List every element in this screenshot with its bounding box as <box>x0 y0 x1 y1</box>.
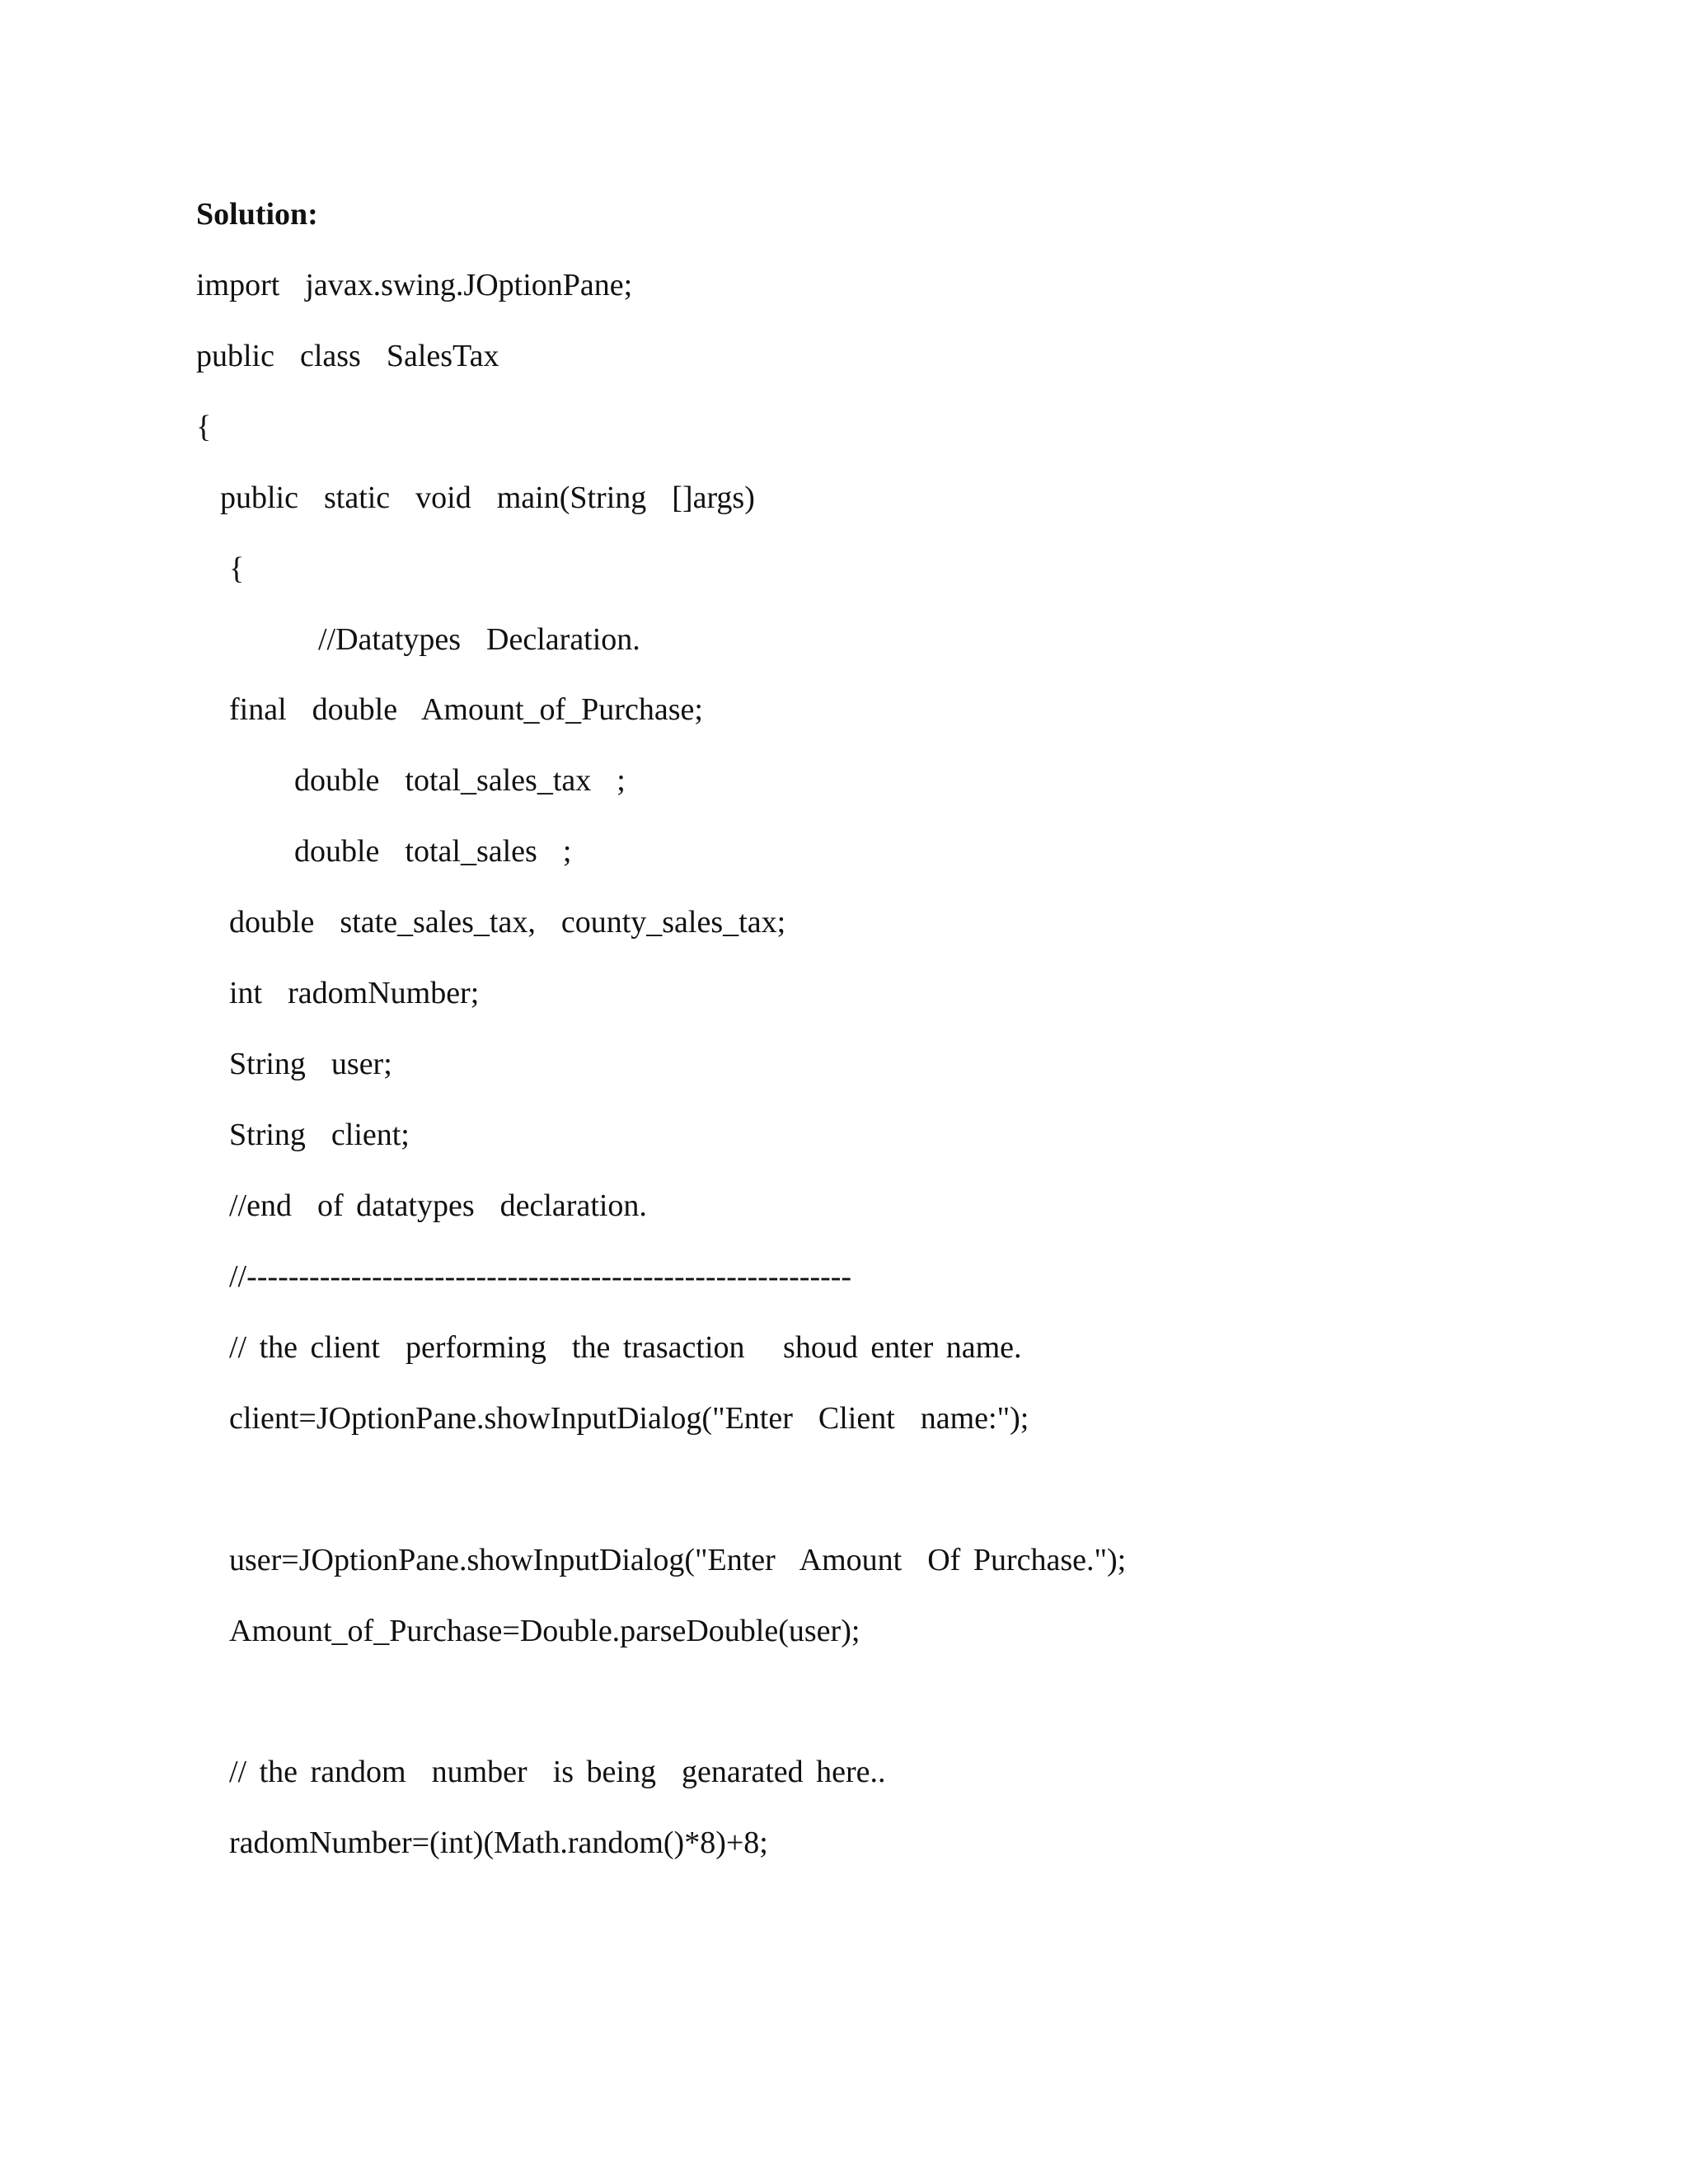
code-line-random-number: int radomNumber; <box>229 976 480 1010</box>
code-line-import: import javax.swing.JOptionPane; <box>196 268 633 302</box>
code-comment-client-name: // the client performing the trasaction shoud enter name. <box>229 1330 1022 1365</box>
solution-heading: Solution: <box>196 197 318 232</box>
code-line-string-client: String client; <box>229 1118 410 1152</box>
code-line-amount-declaration: final double Amount_of_Purchase; <box>229 692 703 727</box>
code-comment-end-declaration: //end of datatypes declaration. <box>229 1188 647 1223</box>
code-line-class-declaration: public class SalesTax <box>196 339 499 373</box>
code-line-string-user: String user; <box>229 1047 392 1081</box>
code-line-user-input: user=JOptionPane.showInputDialog("Enter Amount Of Purchase."); <box>229 1543 1127 1577</box>
code-comment-separator: //---------------------------------------------------------- <box>229 1259 852 1294</box>
code-comment-declaration: //Datatypes Declaration. <box>318 622 640 657</box>
code-line-total-sales-tax: double total_sales_tax ; <box>294 763 626 798</box>
code-line-parse-double: Amount_of_Purchase=Double.parseDouble(user); <box>229 1614 860 1648</box>
code-line-main-open-brace: { <box>229 551 245 586</box>
code-line-class-open-brace: { <box>196 410 212 444</box>
code-comment-random: // the random number is being genarated here.. <box>229 1755 886 1789</box>
code-line-state-county-tax: double state_sales_tax, county_sales_tax; <box>229 905 786 940</box>
code-line-random-assignment: radomNumber=(int)(Math.random()*8)+8; <box>229 1825 768 1860</box>
code-line-main-method: public static void main(String []args) <box>220 480 755 515</box>
code-line-total-sales: double total_sales ; <box>294 834 572 869</box>
code-line-client-input: client=JOptionPane.showInputDialog("Enter Client name:"); <box>229 1401 1029 1436</box>
